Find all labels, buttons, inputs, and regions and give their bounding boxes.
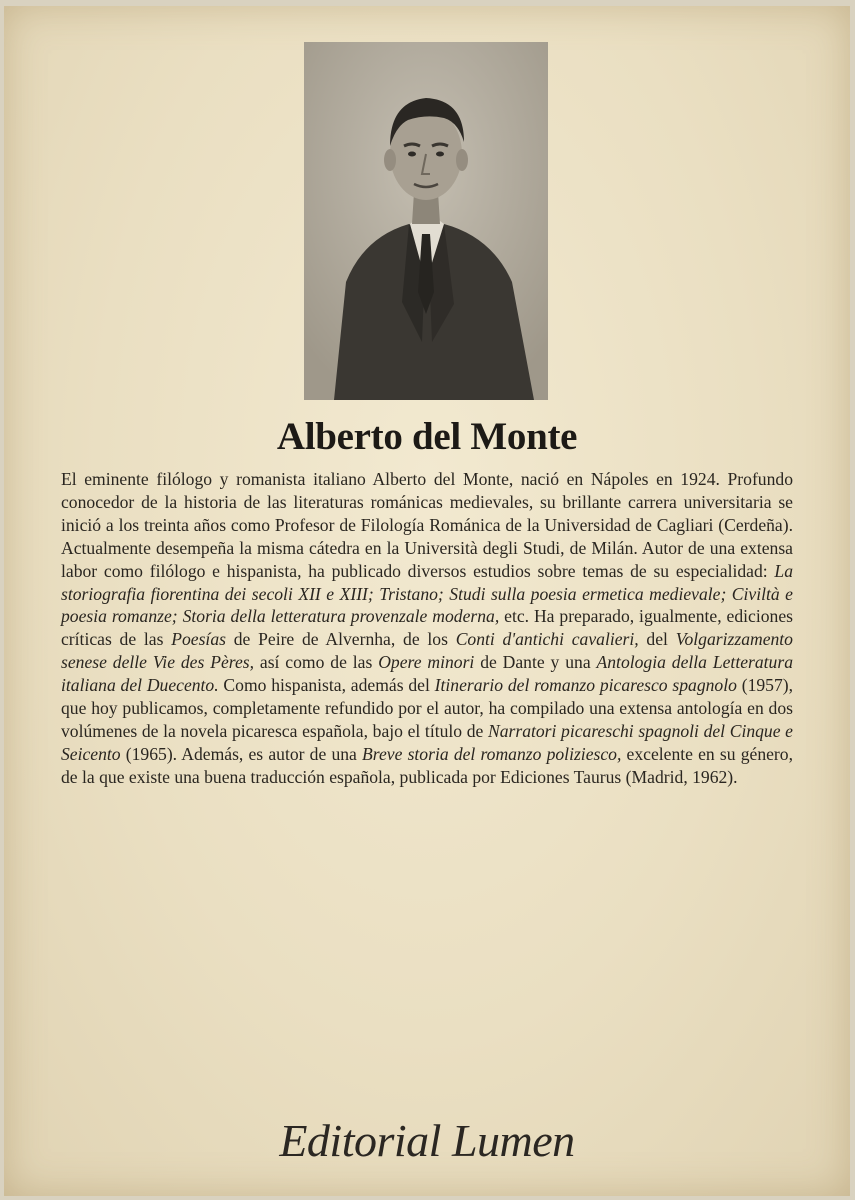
bio-text-run: Como hispanista, además del [218,675,435,696]
bio-text-run: (1957), que hoy publicamos, completamente refundido por el autor, ha compilado una extensa antología en dos volúmenes de la novela picaresca española, bajo el título de [61,675,794,741]
bio-italic-title: Antologia della Letteratura italiana del Duecento. [61,652,793,696]
bio-text-run: así como de las [254,652,379,673]
bio-italic-title: Conti d'antichi cavalieri, [455,629,639,650]
biography-paragraph [61,468,793,789]
bio-italic-title: Volgarizzamento senese delle Vie des Pères, [61,629,793,673]
bio-italic-title: Narratori picareschi spagnoli del Cinque e Seicento [61,720,793,764]
bio-italic-title: Opere minori [378,652,475,673]
publisher-name: Editorial Lumen [279,1115,575,1166]
portrait-illustration [304,42,548,400]
bio-text-run: de Dante y una [474,652,597,673]
bio-text-run: del [638,629,676,650]
bio-text-run: excelente en su género, de la que existe una buena traducción española, publicada por Ediciones Taurus (Madrid, 1962). [61,743,793,787]
bio-text-run: etc. Ha preparado, igualmente, ediciones críticas de las [61,606,793,650]
bio-text-run: (1965). Además, es autor de una [120,743,363,764]
bio-italic-title: La storiografia fiorentina dei secoli XII e XIII; Tristano; Studi sulla poesia ermetica medievale; Civiltà e poesia romanze; Storia della letteratura provenzale moderna, [61,560,793,627]
bio-italic-title: Poesías [171,629,226,650]
author-biography [61,468,793,789]
author-name-heading: Alberto del Monte [276,415,578,458]
bio-text-run: de Peire de Alvernha, de los [225,629,456,650]
bio-italic-title: Breve storia del romanzo poliziesco, [362,743,622,764]
author-portrait-photo [304,42,548,400]
bio-text-run: El eminente filólogo y romanista italiano Alberto del Monte, nació en Nápoles en 1924. Profundo conocedor de la historia de las literaturas románicas medievales, su brillante carrera universitaria se inició a los treinta años como Profesor de Filología Románica de la Universidad de Cagliari (Cerdeña). Actualmente desempeña la misma cátedra en la Università degli Studi, de Milán. Autor de una extensa labor como filólogo e hispanista, ha publicado diversos estudios sobre temas de su especialidad: [61,469,793,581]
bio-italic-title: Itinerario del romanzo picaresco spagnolo [434,675,737,696]
book-back-cover [4,6,850,1196]
